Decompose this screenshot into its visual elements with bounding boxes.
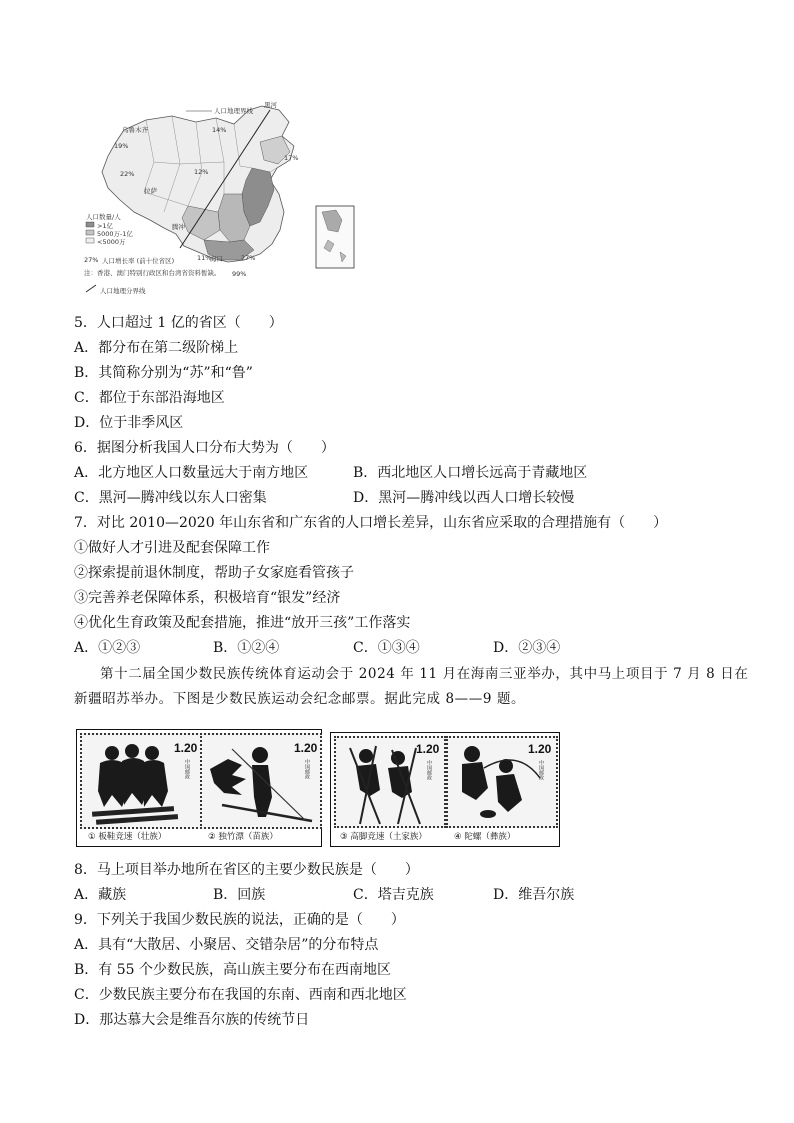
label-lhasa: 拉萨 (144, 187, 157, 195)
q6-option-b: B．西北地区人口增长远高于青藏地区 (353, 465, 588, 481)
stamp-3-price: 1.20 (416, 742, 440, 756)
q5-option-c: C．都位于东部沿海地区 (74, 390, 225, 406)
legend-growth: 人口增长率 (前十位省区) (102, 257, 175, 265)
q7-option-b: B．①②④ (213, 640, 280, 656)
label-urumqi: 乌鲁木齐 (122, 126, 148, 134)
label-tengchong: 腾冲 (172, 223, 185, 231)
stamp-2-country: 中国邮政 (304, 759, 310, 779)
legend-item-1: >1亿 (97, 222, 114, 230)
q5-option-b: B．其简称分别为“苏”和“鲁” (74, 365, 253, 381)
label-27: 27% (241, 254, 256, 262)
q8-option-d: D．维吾尔族 (493, 887, 575, 903)
q8-option-b: B．回族 (213, 887, 266, 903)
q7-item-3: ③完善养老保障体系，积极培育“银发”经济 (74, 590, 341, 606)
stamp-4-caption: ④ 陀螺（彝族） (454, 832, 516, 842)
label-99: 99% (232, 270, 247, 278)
q6-option-d: D．黑河—腾冲线以西人口增长较慢 (353, 490, 575, 506)
stamp-2-price: 1.20 (294, 741, 318, 755)
label-12: 12% (194, 168, 209, 176)
q9-option-d: D．那达慕大会是维吾尔族的传统节日 (74, 1012, 310, 1028)
stamp-3-caption: ③ 高脚竞速（土家族） (340, 832, 427, 842)
stamp-1-price: 1.20 (174, 741, 198, 755)
q9-option-a: A．具有“大散居、小聚居、交错杂居”的分布特点 (74, 937, 379, 953)
stamp-4 (446, 736, 558, 828)
population-map-figure (84, 102, 374, 297)
label-haikou: 海口 (210, 255, 223, 263)
q7-item-4: ④优化生育政策及配套措施，推进“放开三孩”工作落实 (74, 615, 411, 631)
q5-option-d: D．位于非季风区 (74, 415, 184, 431)
stamp-2 (200, 733, 322, 829)
legend-item-2: 5000万-1亿 (97, 230, 134, 238)
label-heihe: 黑河 (264, 101, 277, 109)
q7-option-c: C．①③④ (353, 640, 420, 656)
q9-option-b: B．有 55 个少数民族，高山族主要分布在西南地区 (74, 962, 392, 978)
label-22: 22% (120, 170, 135, 178)
q7-option-a: A．①②③ (74, 640, 141, 656)
q8-option-a: A．藏族 (74, 887, 127, 903)
label-14: 14% (212, 126, 227, 134)
legend-note: 注：香港、澳门特别行政区和台湾省资料暂缺。 (84, 269, 221, 277)
q7-item-1: ①做好人才引进及配套保障工作 (74, 540, 270, 556)
label-19: 19% (114, 142, 129, 150)
label-17: 17% (284, 154, 299, 162)
q9-stem: 9．下列关于我国少数民族的说法，正确的是（ ） (74, 912, 405, 928)
stamp-1-caption: ① 板鞋竞速（壮族） (88, 832, 167, 842)
q7-option-d: D．②③④ (493, 640, 561, 656)
q6-stem: 6．据图分析我国人口分布大势为（ ） (74, 440, 335, 456)
legend-title: 人口数量/人 (86, 213, 121, 221)
q7-item-2: ②探索提前退休制度，帮助子女家庭看管孩子 (74, 565, 354, 581)
q6-option-a: A．北方地区人口数量远大于南方地区 (74, 465, 309, 481)
q8-option-c: C．塔吉克族 (353, 887, 434, 903)
q9-option-c: C．少数民族主要分布在我国的东南、西南和西北地区 (74, 987, 407, 1003)
stamps-figure (76, 729, 560, 847)
stamp-3-country: 中国邮政 (426, 760, 432, 780)
stamp-4-price: 1.20 (528, 742, 552, 756)
label-boundary: 人口地理界线 (214, 107, 253, 115)
label-11: 11% (197, 254, 212, 262)
intro-line-1: 第十二届全国少数民族传统体育运动会于 2024 年 11 月在海南三亚举办，其中马上项目于 7 月 8 日在 (100, 666, 749, 682)
q7-stem: 7．对比 2010—2020 年山东省和广东省的人口增长差异，山东省应采取的合理措施有（ ） (74, 515, 668, 531)
q6-option-c: C．黑河—腾冲线以东人口密集 (74, 490, 267, 506)
q5-stem: 5．人口超过 1 亿的省区（ ） (74, 315, 283, 331)
stamp-1-country: 中国邮政 (184, 759, 190, 779)
stamp-2-caption: ② 独竹漂（苗族） (208, 832, 278, 842)
stamp-1 (80, 733, 202, 829)
q5-option-a: A．都分布在第二级阶梯上 (74, 340, 239, 356)
legend-growth-value: 27% (84, 256, 99, 264)
legend-item-3: <5000万 (97, 238, 126, 246)
legend-line: 人口地理分界线 (100, 287, 146, 295)
intro-line-2: 新疆昭苏举办。下图是少数民族运动会纪念邮票。据此完成 8——9 题。 (74, 691, 526, 707)
stamp-4-country: 中国邮政 (538, 760, 544, 780)
stamp-3 (334, 736, 446, 828)
q8-stem: 8．马上项目举办地所在省区的主要少数民族是（ ） (74, 862, 419, 878)
